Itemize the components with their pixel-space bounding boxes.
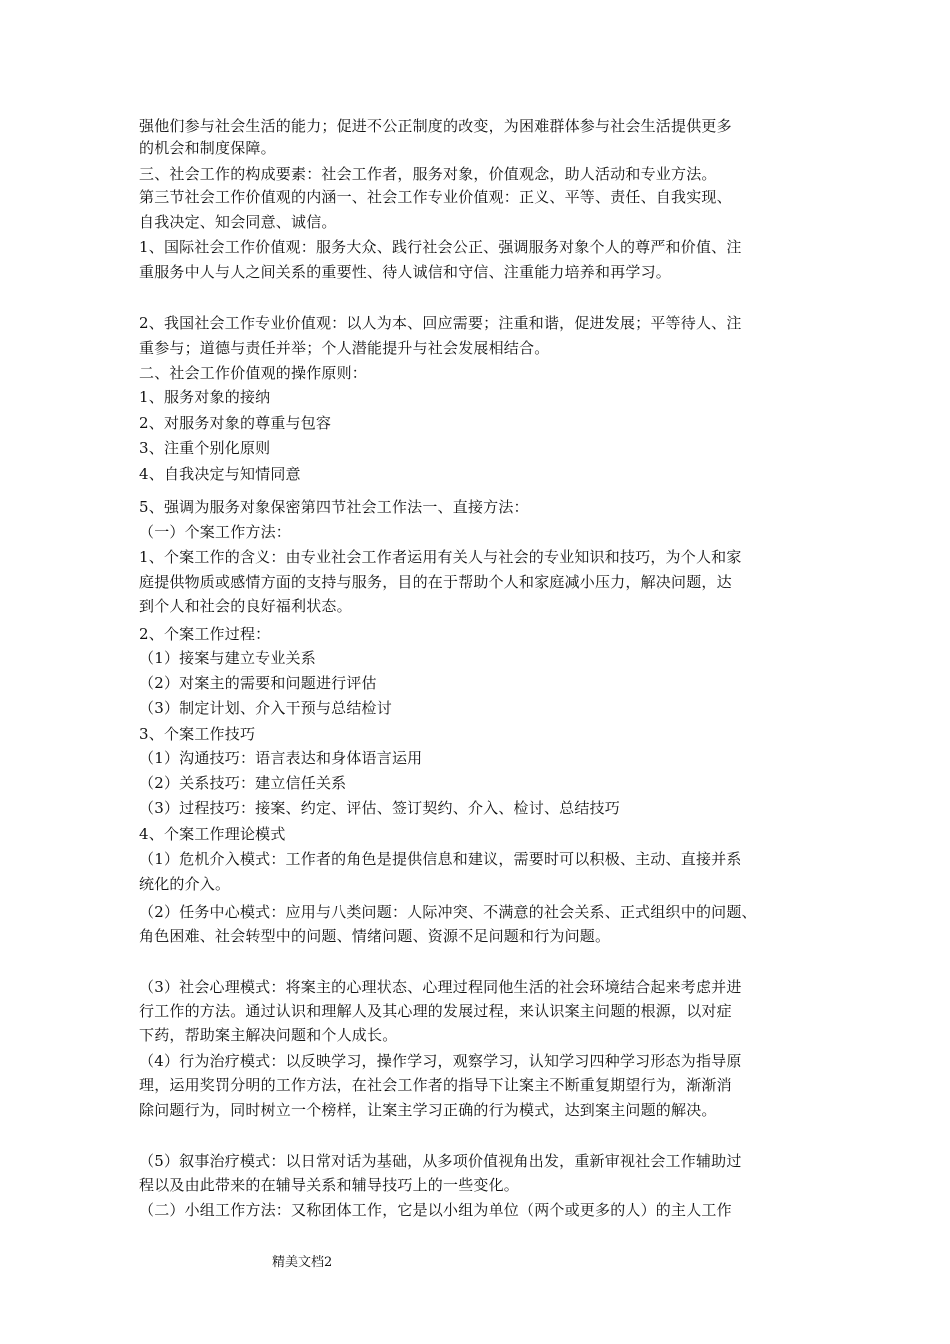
text-line: 自我决定、知会同意、诚信。 <box>139 213 337 231</box>
text-line: 1、服务对象的接纳 <box>139 388 271 406</box>
text-line: （2）任务中心模式：应用与八类问题：人际冲突、不满意的社会关系、正式组织中的问题、 <box>139 903 757 921</box>
text-line: 下药，帮助案主解决问题和个人成长。 <box>139 1026 398 1044</box>
text-line: 程以及由此带来的在辅导关系和辅导技巧上的一些变化。 <box>139 1176 520 1194</box>
text-line: 重服务中人与人之间关系的重要性、待人诚信和守信、注重能力培养和再学习。 <box>139 263 672 281</box>
text-line: 强他们参与社会生活的能力；促进不公正制度的改变，为困难群体参与社会生活提供更多 <box>139 117 732 135</box>
text-line: （2）关系技巧：建立信任关系 <box>139 774 347 792</box>
text-line: （一）个案工作方法： <box>139 523 292 541</box>
text-line: 角色困难、社会转型中的问题、情绪问题、资源不足问题和行为问题。 <box>139 927 611 945</box>
text-line: 理，运用奖罚分明的工作方法，在社会工作者的指导下让案主不断重复期望行为，渐渐消 <box>139 1076 732 1094</box>
text-line: 的机会和制度保障。 <box>139 139 276 157</box>
text-line: 统化的介入。 <box>139 875 231 893</box>
text-line: 2、我国社会工作专业价值观：以人为本、回应需要；注重和谐，促进发展；平等待人、注 <box>139 314 742 332</box>
text-line: 2、对服务对象的尊重与包容 <box>139 414 332 432</box>
text-line: （1）危机介入模式：工作者的角色是提供信息和建议，需要时可以积极、主动、直接并系 <box>139 850 742 868</box>
text-line: 二、社会工作价值观的操作原则： <box>139 364 368 382</box>
page-footer: 精美文档2 <box>272 1255 333 1270</box>
text-line: 4、个案工作理论模式 <box>139 825 286 843</box>
text-line: 庭提供物质或感情方面的支持与服务，目的在于帮助个人和家庭减小压力，解决问题，达 <box>139 573 732 591</box>
text-line: （1）接案与建立专业关系 <box>139 649 316 667</box>
text-line: （2）对案主的需要和问题进行评估 <box>139 674 377 692</box>
text-line: 1、个案工作的含义：由专业社会工作者运用有关人与社会的专业知识和技巧，为个人和家 <box>139 548 742 566</box>
text-line: 1、国际社会工作价值观：服务大众、践行社会公正、强调服务对象个人的尊严和价值、注 <box>139 238 742 256</box>
text-line: （二）小组工作方法：又称团体工作，它是以小组为单位（两个或更多的人）的主人工作 <box>139 1201 732 1219</box>
text-line: 重参与；道德与责任并举；个人潜能提升与社会发展相结合。 <box>139 339 550 357</box>
text-line: 到个人和社会的良好福利状态。 <box>139 597 352 615</box>
text-line: 第三节社会工作价值观的内涵一、社会工作专业价值观：正义、平等、责任、自我实现、 <box>139 188 732 206</box>
text-line: 行工作的方法。通过认识和理解人及其心理的发展过程，来认识案主问题的根源，以对症 <box>139 1002 732 1020</box>
text-line: 三、社会工作的构成要素：社会工作者，服务对象，价值观念，助人活动和专业方法。 <box>139 165 717 183</box>
text-line: 4、自我决定与知情同意 <box>139 465 301 483</box>
text-line: （5）叙事治疗模式：以日常对话为基础，从多项价值视角出发，重新审视社会工作辅助过 <box>139 1152 742 1170</box>
text-line: 3、个案工作技巧 <box>139 725 256 743</box>
text-line: 2、个案工作过程： <box>139 625 271 643</box>
text-line: 3、注重个别化原则 <box>139 439 271 457</box>
text-line: 除问题行为，同时树立一个榜样，让案主学习正确的行为模式，达到案主问题的解决。 <box>139 1101 717 1119</box>
text-line: 5、强调为服务对象保密第四节社会工作法一、直接方法： <box>139 498 529 516</box>
text-line: （1）沟通技巧：语言表达和身体语言运用 <box>139 749 423 767</box>
text-line: （3）制定计划、介入干预与总结检讨 <box>139 699 392 717</box>
text-line: （4）行为治疗模式：以反映学习，操作学习，观察学习，认知学习四种学习形态为指导原 <box>139 1052 742 1070</box>
text-line: （3）过程技巧：接案、约定、评估、签订契约、介入、检讨、总结技巧 <box>139 799 620 817</box>
text-line: （3）社会心理模式：将案主的心理状态、心理过程同他生活的社会环境结合起来考虑并进 <box>139 978 742 996</box>
